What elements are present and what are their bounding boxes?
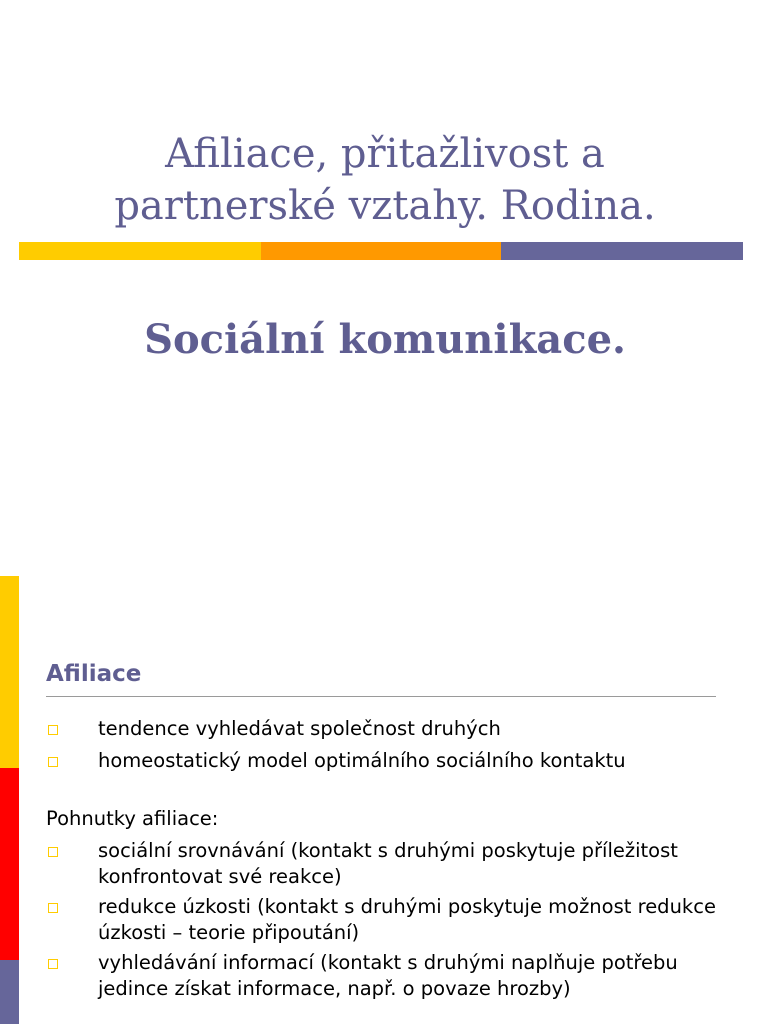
motives-list [46, 838, 736, 1006]
list-item-text: redukce úzkosti (kontakt s druhými poskytuje možnost redukce úzkosti – teorie připoutání) [98, 895, 716, 944]
motives-subheading: Pohnutky afiliace: [46, 807, 219, 830]
section-heading: Afiliace [46, 661, 142, 687]
content-slide [0, 576, 768, 1024]
list-item [46, 748, 736, 774]
list-item-text: sociální srovnávání (kontakt s druhými poskytuje příležitost konfrontovat své reakce) [98, 839, 678, 888]
square-bullet-icon [48, 757, 58, 767]
square-bullet-icon [48, 847, 58, 857]
side-bar-purple [0, 960, 19, 1024]
list-item-text: tendence vyhledávat společnost druhých [98, 717, 501, 740]
heading-divider [46, 696, 716, 697]
accent-bar-orange [261, 242, 501, 260]
list-item [46, 716, 736, 742]
side-bar-red [0, 768, 19, 960]
list-item [46, 950, 736, 1002]
accent-bar-yellow [19, 242, 261, 260]
list-item [46, 838, 736, 890]
side-bar-yellow [0, 576, 19, 768]
slide-title-line-2: partnerské vztahy. Rodina. [114, 183, 656, 229]
slide-title-line-1: Afiliace, přitažlivost a [165, 131, 605, 177]
list-item-text: vyhledávání informací (kontakt s druhými naplňuje potřebu jedince získat informace, např. o povaze hrozby) [98, 951, 678, 1000]
square-bullet-icon [48, 903, 58, 913]
slide-subtitle: Sociální komunikace. [144, 316, 626, 363]
square-bullet-icon [48, 959, 58, 969]
list-item-text: homeostatický model optimálního sociálního kontaktu [98, 749, 626, 772]
square-bullet-icon [48, 725, 58, 735]
accent-bar-purple [501, 242, 743, 260]
list-item [46, 894, 736, 946]
definition-list [46, 716, 736, 780]
slide-title [40, 128, 730, 232]
